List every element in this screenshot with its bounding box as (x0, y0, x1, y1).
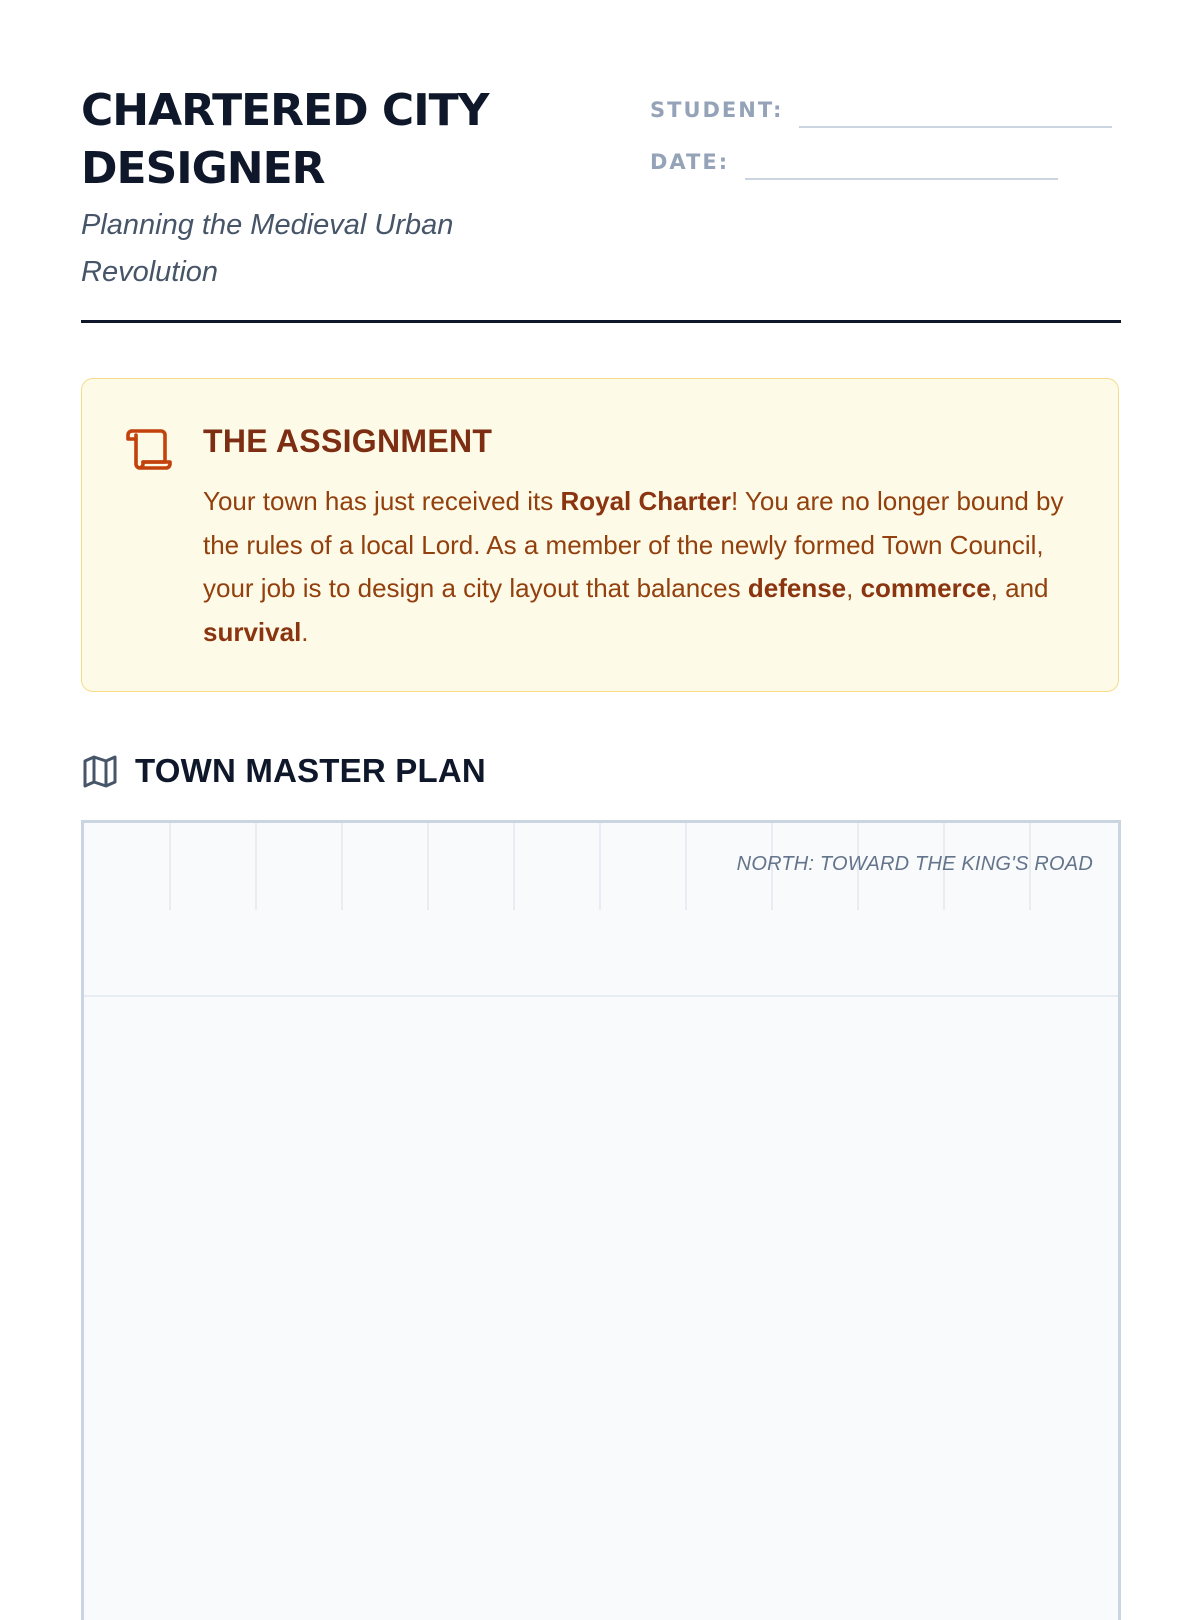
scroll-icon (123, 424, 173, 474)
survival-emphasis: survival (203, 616, 302, 647)
student-field[interactable] (650, 84, 1112, 124)
date-blank-line[interactable] (745, 177, 1058, 180)
map-section-title: TOWN MASTER PLAN (135, 752, 486, 789)
page-title: CHARTERED CITY DESIGNER (81, 85, 489, 194)
defense-emphasis: defense (747, 573, 847, 603)
assignment-heading: THE ASSIGNMENT (203, 423, 493, 459)
north-direction-label: NORTH: TOWARD THE KING'S ROAD (736, 853, 1093, 875)
page-subtitle: Planning the Medieval Urban Revolution (81, 209, 454, 288)
worksheet-header (81, 0, 1121, 324)
commerce-emphasis: commerce (860, 573, 991, 603)
worksheet-page (81, 0, 1121, 1600)
plan-grid-lines (84, 823, 1118, 1620)
royal-charter-emphasis: Royal Charter (560, 486, 731, 516)
student-blank-line[interactable] (799, 125, 1112, 128)
assignment-text: Your town has just received its Royal Charter! You are no longer bound by the rules of a local Lord. As a member of the newly formed Town Council, your job is to design a city layout that balances defense, commerce, and survival. (203, 486, 1064, 647)
date-label: DATE: (650, 150, 730, 174)
map-section-heading (81, 750, 486, 792)
date-field[interactable] (650, 136, 1058, 176)
map-icon (81, 752, 119, 790)
header-divider (81, 320, 1121, 323)
student-label: STUDENT: (650, 98, 784, 122)
town-plan-grid[interactable] (81, 820, 1121, 1620)
assignment-box (81, 378, 1119, 692)
